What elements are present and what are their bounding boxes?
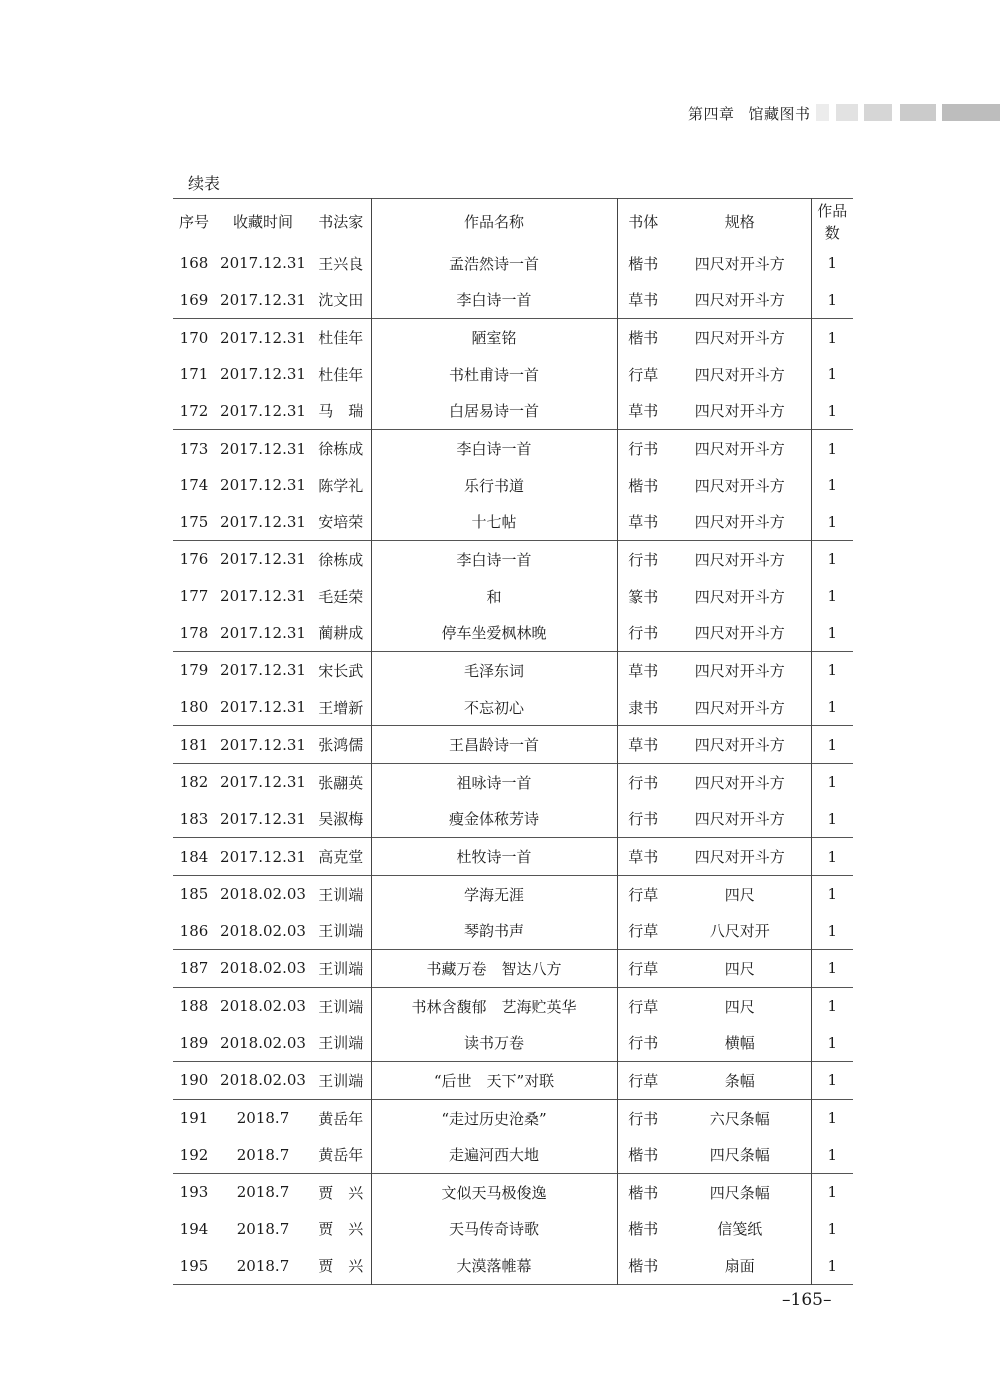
col-header-style: 书体: [628, 213, 659, 231]
cell-no: 190: [173, 1062, 215, 1100]
cell-artist: 宋长武: [311, 652, 371, 689]
cell-style: 行草: [617, 875, 669, 912]
cell-date: 2017.12.31: [215, 541, 311, 578]
cell-no: 185: [173, 875, 215, 912]
cell-date: 2018.02.03: [215, 875, 311, 912]
cell-style: 行书: [617, 541, 669, 578]
cell-style: 行书: [617, 430, 669, 467]
cell-no: 182: [173, 763, 215, 800]
cell-style: 行草: [628, 922, 659, 941]
cell-title: 瘦金体秾芳诗: [371, 801, 617, 838]
cell-date: 2018.7: [215, 1174, 311, 1211]
cell-style: 草书: [617, 838, 669, 876]
cell-style: 楷书: [617, 319, 669, 356]
cell-count: 1: [811, 245, 853, 282]
cell-date: 2017.12.31: [220, 476, 306, 495]
cell-artist: 王训端: [318, 1034, 364, 1053]
cell-artist: 吴淑梅: [318, 810, 364, 829]
cell-style: 行书: [628, 624, 659, 643]
col-header-artist: 书法家: [318, 213, 364, 231]
cell-date: 2017.12.31: [220, 809, 306, 828]
cell-date: 2018.7: [215, 1099, 311, 1136]
cell-no: 180: [179, 698, 209, 716]
cell-count: 1: [811, 430, 853, 467]
cell-artist: 王训端: [311, 987, 371, 1024]
cell-no: 181: [173, 726, 215, 764]
table-body: [173, 245, 853, 1284]
cell-style: 楷书: [628, 254, 659, 273]
cell-size: 四尺对开斗方: [669, 726, 811, 764]
cell-style: 行草: [617, 1062, 669, 1100]
cell-title: 书杜甫诗一首: [371, 356, 617, 393]
cell-title: 王昌龄诗一首: [371, 726, 617, 764]
cell-count: 1: [811, 689, 853, 726]
col-header-count: [811, 199, 853, 246]
cell-count: 1: [811, 319, 853, 356]
cell-size: 四尺对开斗方: [669, 430, 811, 467]
cell-date: 2017.12.31: [220, 290, 306, 309]
cell-title: 陋室铭: [371, 319, 617, 356]
cell-size: 四尺对开斗方: [694, 698, 785, 717]
cell-artist: 王训端: [318, 922, 364, 941]
cell-date: 2018.7: [236, 1145, 290, 1164]
table-row: [173, 726, 853, 764]
table-row: [173, 1099, 853, 1136]
cell-style: 楷书: [628, 1146, 659, 1165]
col-header-no: 序号: [178, 213, 209, 231]
cell-title: 毛泽东词: [371, 652, 617, 689]
cell-date: 2017.12.31: [220, 698, 306, 716]
cell-artist: 黄岳年: [311, 1099, 371, 1136]
cell-no: 169: [179, 290, 209, 309]
cell-count: 1: [811, 393, 853, 430]
cell-title: 走遍河西大地: [371, 1136, 617, 1173]
cell-style: 行书: [628, 1034, 659, 1053]
cell-no: 176: [173, 541, 215, 578]
cell-title: 书藏万卷 智达八方: [371, 950, 617, 988]
cell-date: 2017.12.31: [215, 319, 311, 356]
cell-title: 书林含馥郁 艺海贮英华: [371, 987, 617, 1024]
cell-artist: 王训端: [311, 875, 371, 912]
cell-style: 行草: [617, 950, 669, 988]
cell-date: 2018.02.03: [215, 987, 311, 1024]
cell-date: 2017.12.31: [215, 763, 311, 800]
cell-title: 杜牧诗一首: [371, 838, 617, 876]
cell-date: 2018.02.03: [215, 1062, 311, 1100]
cell-count: 1: [811, 801, 853, 838]
cell-artist: 徐栋成: [311, 541, 371, 578]
cell-size: 四尺条幅: [669, 1174, 811, 1211]
cell-no: 168: [179, 254, 209, 273]
cell-artist: 张鸿儒: [311, 726, 371, 764]
cell-title: 李白诗一首: [371, 282, 617, 319]
cell-count: 1: [811, 726, 853, 764]
cell-style: 行书: [617, 1099, 669, 1136]
cell-count: 1: [811, 282, 853, 319]
cell-no: 173: [173, 430, 215, 467]
cell-artist: 贾 兴: [311, 1174, 371, 1211]
cell-artist: 安培荣: [318, 513, 364, 532]
cell-artist: 徐栋成: [311, 430, 371, 467]
table-row: [173, 245, 853, 282]
cell-size: 六尺条幅: [669, 1099, 811, 1136]
cell-no: 177: [179, 587, 209, 606]
cell-count: 1: [811, 578, 853, 615]
cell-size: 四尺对开斗方: [669, 541, 811, 578]
cell-no: 170: [173, 319, 215, 356]
table-row: [173, 1062, 853, 1100]
cell-style: 行草: [628, 365, 659, 384]
cell-count: 1: [811, 950, 853, 988]
cell-count: 1: [811, 1024, 853, 1061]
cell-title: “后世 天下”对联: [371, 1062, 617, 1100]
table-row: [173, 541, 853, 578]
cell-title: 天马传奇诗歌: [371, 1211, 617, 1248]
table-row: [173, 763, 853, 800]
header-block: [816, 104, 829, 121]
cell-no: 186: [179, 921, 209, 940]
cell-no: 194: [179, 1219, 209, 1238]
cell-artist: 马 瑞: [318, 402, 364, 421]
table-row: [173, 875, 853, 912]
cell-size: 四尺条幅: [709, 1146, 770, 1165]
cell-date: 2018.7: [236, 1256, 290, 1275]
cell-style: 楷书: [628, 1220, 659, 1239]
cell-count: 1: [811, 614, 853, 651]
col-header-title: 作品名称: [371, 199, 617, 246]
cell-artist: 杜佳年: [311, 319, 371, 356]
table-row: [173, 467, 853, 504]
cell-count: 1: [811, 1136, 853, 1173]
chapter-label: 第四章: [688, 105, 735, 123]
cell-size: 四尺对开斗方: [694, 476, 785, 495]
cell-size: 条幅: [669, 1062, 811, 1100]
cell-count: 1: [811, 987, 853, 1024]
cell-size: 四尺对开斗方: [694, 587, 785, 606]
cell-date: 2018.7: [236, 1219, 290, 1238]
cell-size: 四尺对开斗方: [694, 254, 785, 273]
cell-style: 隶书: [628, 698, 659, 717]
cell-no: 193: [173, 1174, 215, 1211]
table-row: [173, 614, 853, 651]
cell-size: 四尺: [669, 987, 811, 1024]
cell-date: 2017.12.31: [220, 365, 306, 384]
cell-date: 2017.12.31: [220, 401, 306, 420]
cell-size: 四尺对开斗方: [694, 624, 785, 643]
cell-title: 大漠落帷幕: [371, 1247, 617, 1284]
cell-no: 189: [179, 1033, 209, 1052]
cell-count: 1: [811, 1062, 853, 1100]
cell-date: 2018.02.03: [220, 921, 306, 940]
table-row: [173, 1024, 853, 1061]
table-row: [173, 430, 853, 467]
cell-style: 篆书: [628, 587, 659, 606]
table-caption: 续表: [188, 174, 221, 193]
section-label: 馆藏图书: [748, 105, 811, 123]
header-block: [836, 104, 858, 121]
cell-count: 1: [811, 1211, 853, 1248]
cell-size: 横幅: [724, 1034, 755, 1053]
cell-date: 2017.12.31: [215, 726, 311, 764]
cell-artist: 王训端: [311, 950, 371, 988]
cell-artist: 蔺耕成: [318, 624, 364, 643]
col-header-date: 收藏时间: [232, 213, 293, 231]
table-row: [173, 319, 853, 356]
cell-date: 2017.12.31: [220, 254, 306, 273]
cell-size: 四尺对开斗方: [694, 365, 785, 384]
cell-title: 琴韵书声: [371, 913, 617, 950]
cell-count: 1: [811, 913, 853, 950]
cell-count: 1: [811, 1174, 853, 1211]
cell-size: 八尺对开: [709, 922, 770, 941]
table-row: [173, 987, 853, 1024]
header-block: [864, 104, 892, 121]
cell-style: 楷书: [617, 1174, 669, 1211]
cell-title: 文似天马极俊逸: [371, 1174, 617, 1211]
cell-date: 2017.12.31: [215, 652, 311, 689]
header-block: [942, 104, 1000, 121]
cell-artist: 张翮英: [311, 763, 371, 800]
cell-style: 行草: [617, 987, 669, 1024]
cell-title: 不忘初心: [371, 689, 617, 726]
cell-no: 191: [173, 1099, 215, 1136]
cell-date: 2018.02.03: [220, 1033, 306, 1052]
cell-no: 187: [173, 950, 215, 988]
cell-size: 四尺对开斗方: [669, 319, 811, 356]
table-row: [173, 689, 853, 726]
cell-title: 读书万卷: [371, 1024, 617, 1061]
cell-title: “走过历史沧桑”: [371, 1099, 617, 1136]
cell-no: 188: [173, 987, 215, 1024]
cell-artist: 杜佳年: [318, 365, 364, 384]
cell-title: 十七帖: [371, 503, 617, 540]
table-row: [173, 801, 853, 838]
cell-date: 2017.12.31: [220, 587, 306, 606]
cell-count: 1: [811, 503, 853, 540]
cell-size: 四尺对开斗方: [669, 763, 811, 800]
table-row: [173, 578, 853, 615]
cell-style: 行书: [617, 763, 669, 800]
col-header-size: 规格: [724, 213, 755, 231]
cell-size: 扇面: [724, 1257, 755, 1276]
cell-style: 草书: [628, 291, 659, 310]
cell-no: 175: [179, 512, 209, 531]
cell-style: 楷书: [628, 476, 659, 495]
cell-no: 172: [179, 401, 209, 420]
cell-size: 四尺对开斗方: [669, 838, 811, 876]
cell-artist: 黄岳年: [318, 1146, 364, 1165]
cell-size: 四尺对开斗方: [694, 513, 785, 532]
table-row: [173, 1174, 853, 1211]
table-header-row: [173, 199, 853, 246]
cell-title: 孟浩然诗一首: [371, 245, 617, 282]
table-row: [173, 838, 853, 876]
cell-style: 草书: [628, 513, 659, 532]
cell-count: 1: [811, 356, 853, 393]
table-row: [173, 1136, 853, 1173]
col-header-count-text: 作品数: [817, 202, 848, 242]
cell-size: 四尺: [669, 875, 811, 912]
cell-count: 1: [811, 652, 853, 689]
cell-artist: 毛廷荣: [318, 587, 364, 606]
cell-title: 李白诗一首: [371, 430, 617, 467]
table-row: [173, 950, 853, 988]
cell-artist: 王增新: [318, 698, 364, 717]
cell-title: 和: [371, 578, 617, 615]
cell-date: 2018.02.03: [215, 950, 311, 988]
cell-size: 四尺对开斗方: [694, 402, 785, 421]
cell-count: 1: [811, 541, 853, 578]
cell-title: 乐行书道: [371, 467, 617, 504]
cell-date: 2017.12.31: [220, 512, 306, 531]
cell-size: 四尺对开斗方: [669, 652, 811, 689]
cell-no: 184: [173, 838, 215, 876]
cell-no: 171: [179, 365, 209, 384]
cell-style: 楷书: [628, 1257, 659, 1276]
cell-count: 1: [811, 467, 853, 504]
cell-count: 1: [811, 875, 853, 912]
cell-title: 李白诗一首: [371, 541, 617, 578]
table-row: [173, 1211, 853, 1248]
cell-count: 1: [811, 763, 853, 800]
cell-style: 草书: [617, 652, 669, 689]
cell-no: 195: [179, 1256, 209, 1275]
cell-title: 学海无涯: [371, 875, 617, 912]
cell-style: 草书: [628, 402, 659, 421]
cell-artist: 高克堂: [311, 838, 371, 876]
cell-style: 草书: [617, 726, 669, 764]
cell-date: 2017.12.31: [215, 430, 311, 467]
page-number: –165–: [782, 1290, 832, 1310]
cell-count: 1: [811, 1247, 853, 1284]
cell-count: 1: [811, 838, 853, 876]
cell-artist: 贾 兴: [318, 1220, 364, 1239]
table-row: [173, 503, 853, 540]
cell-no: 179: [173, 652, 215, 689]
cell-artist: 贾 兴: [318, 1257, 364, 1276]
table-row: [173, 393, 853, 430]
collection-table: [173, 198, 853, 1285]
cell-size: 四尺对开斗方: [694, 291, 785, 310]
cell-size: 四尺: [669, 950, 811, 988]
cell-date: 2017.12.31: [220, 623, 306, 642]
cell-no: 192: [179, 1145, 209, 1164]
table-row: [173, 1247, 853, 1284]
cell-count: 1: [811, 1099, 853, 1136]
cell-no: 178: [179, 623, 209, 642]
table-row: [173, 356, 853, 393]
cell-date: 2017.12.31: [215, 838, 311, 876]
cell-artist: 沈文田: [318, 291, 364, 310]
table-row: [173, 282, 853, 319]
cell-size: 信笺纸: [717, 1220, 763, 1239]
cell-artist: 王兴良: [318, 254, 364, 273]
cell-title: 祖咏诗一首: [371, 763, 617, 800]
header-block: [900, 104, 936, 121]
table-row: [173, 652, 853, 689]
cell-artist: 陈学礼: [318, 476, 364, 495]
cell-no: 174: [179, 476, 209, 495]
running-head: [688, 103, 811, 124]
cell-title: 停车坐爱枫林晚: [371, 614, 617, 651]
table-row: [173, 913, 853, 950]
cell-size: 四尺对开斗方: [694, 810, 785, 829]
cell-style: 行书: [628, 810, 659, 829]
cell-title: 白居易诗一首: [371, 393, 617, 430]
cell-no: 183: [179, 809, 209, 828]
cell-artist: 王训端: [311, 1062, 371, 1100]
